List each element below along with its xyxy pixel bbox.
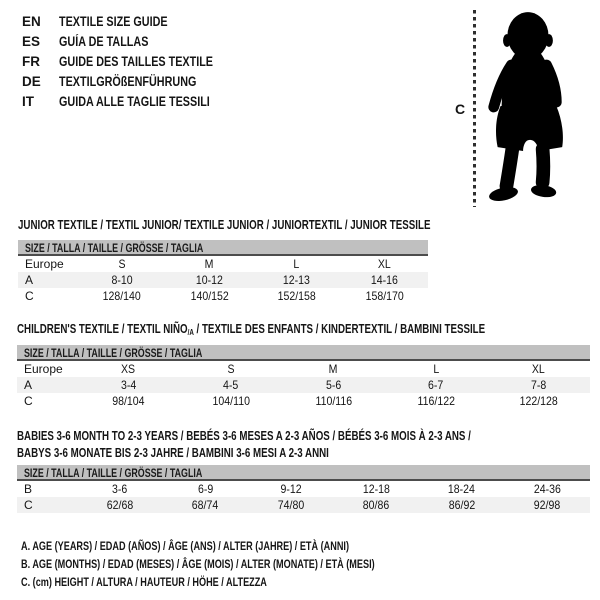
size-cell: 86/92: [448, 498, 475, 512]
language-row-en: [22, 12, 252, 32]
language-label: TEXTILGRÖßENFÜHRUNG: [59, 74, 197, 89]
size-cell: 14-16: [370, 273, 398, 287]
language-code: FR: [22, 54, 40, 69]
size-cell: 122/128: [519, 394, 558, 408]
row-label: A: [24, 378, 33, 392]
row-label: Europe: [24, 362, 63, 376]
children-size-table: [17, 345, 590, 409]
table-row-b: [17, 481, 590, 497]
language-row-it: [22, 92, 252, 112]
size-cell: 3-6: [112, 482, 128, 496]
size-cell: 5-6: [325, 378, 342, 392]
row-label: C: [25, 289, 34, 303]
toddler-silhouette-icon: [482, 8, 570, 208]
size-cell: L: [433, 362, 440, 376]
footnote-a: A. AGE (YEARS) / EDAD (AÑOS) / ÂGE (ANS) / ALTER (JAHRE) / ETÀ (ANNI): [21, 539, 349, 553]
size-cell: 80/86: [363, 498, 390, 512]
size-cell: 62/68: [106, 498, 133, 512]
size-cell: 128/140: [102, 289, 141, 303]
size-cell: S: [118, 257, 126, 271]
size-cell: L: [293, 257, 300, 271]
language-label: GUÍA DE TALLAS: [59, 34, 149, 49]
size-cell: 6-7: [428, 378, 444, 392]
language-code: DE: [22, 74, 41, 89]
language-code: ES: [22, 34, 41, 49]
size-cell: 12-13: [283, 273, 311, 287]
size-cell: 152/158: [277, 289, 316, 303]
size-cell: 110/116: [315, 394, 352, 408]
table-row-c: [17, 393, 590, 409]
table-row-a: [18, 272, 428, 288]
size-cell: 18-24: [448, 482, 476, 496]
language-row-es: [22, 32, 252, 52]
size-cell: 7-8: [531, 378, 547, 392]
size-cell: 92/98: [534, 498, 561, 512]
size-cell: 140/152: [190, 289, 229, 303]
table-row-europe: [17, 361, 590, 377]
row-label: C: [24, 394, 33, 408]
language-row-de: [22, 72, 252, 92]
size-cell: 10-12: [195, 273, 223, 287]
table-row-a: [17, 377, 590, 393]
language-header-list: [22, 12, 252, 112]
babies-size-table: [17, 465, 590, 513]
size-cell: M: [329, 362, 338, 376]
babies-section-title: BABIES 3-6 MONTH TO 2-3 YEARS / BEBÉS 3-6 MESES A 2-3 AÑOS / BÉBÉS 3-6 MOIS À 2-3 ANS / BABYS 3-6 MONATE BIS 2-3 JAHRE / BAMBINI 3-6 MESI A 2-3 ANNI: [17, 429, 471, 460]
size-cell: S: [227, 362, 235, 376]
junior-section-title: JUNIOR TEXTILE / TEXTIL JUNIOR/ TEXTILE JUNIOR / JUNIORTEXTIL / JUNIOR TESSILE: [18, 218, 431, 232]
language-code: IT: [22, 94, 34, 109]
children-section-title: CHILDREN'S TEXTILE / TEXTIL $NIÑO_{/A}$ / TEXTILE DES ENFANTS / KINDERTEXTIL / BAMBINI TESSILE: [17, 322, 486, 337]
size-cell: 12-18: [362, 482, 390, 496]
size-cell: XL: [377, 257, 391, 271]
junior-size-table: [18, 240, 428, 304]
size-cell: 98/104: [112, 394, 145, 408]
table-row-c: [17, 497, 590, 513]
size-cell: 6-9: [197, 482, 213, 496]
footnote-b: B. AGE (MONTHS) / EDAD (MESES) / ÂGE (MOIS) / ALTER (MONATE) / ETÀ (MESI): [21, 557, 375, 571]
footnote-c: C. (cm) HEIGHT / ALTURA / HAUTEUR / HÖHE / ALTEZZA: [21, 575, 267, 589]
size-cell: 9-12: [280, 482, 302, 496]
size-cell: 68/74: [192, 498, 219, 512]
table-row-europe: [18, 256, 428, 272]
size-cell: M: [204, 257, 214, 271]
size-cell: 4-5: [223, 378, 239, 392]
size-cell: 24-36: [533, 482, 561, 496]
size-header-band: SIZE / TALLA / TAILLE / GRÖSSE / TAGLIA: [18, 240, 428, 256]
size-cell: 158/170: [365, 289, 404, 303]
language-label: GUIDA ALLE TAGLIE TESSILI: [59, 94, 210, 109]
size-cell: 8-10: [111, 273, 133, 287]
height-measure-dashed-line: [473, 10, 476, 207]
row-label: C: [24, 498, 33, 512]
row-label: Europe: [25, 257, 64, 271]
size-header-band: SIZE / TALLA / TAILLE / GRÖSSE / TAGLIA: [17, 345, 590, 361]
size-cell: 3-4: [120, 378, 136, 392]
language-row-fr: [22, 52, 252, 72]
language-label: GUIDE DES TAILLES TEXTILE: [59, 54, 214, 69]
size-cell: XL: [532, 362, 546, 376]
size-cell: 74/80: [277, 498, 304, 512]
size-cell: 116/122: [417, 394, 455, 408]
table-row-c: [18, 288, 428, 304]
language-code: EN: [22, 14, 41, 29]
footnote-list: [21, 537, 486, 591]
language-label: TEXTILE SIZE GUIDE: [59, 14, 168, 29]
title-subscript: /A: [187, 328, 194, 337]
size-cell: XS: [121, 362, 136, 376]
height-measure-label: C: [455, 101, 466, 117]
size-cell: 104/110: [212, 394, 250, 408]
size-header-band: SIZE / TALLA / TAILLE / GRÖSSE / TAGLIA: [17, 465, 590, 481]
row-label: A: [25, 273, 34, 287]
row-label: B: [24, 482, 33, 496]
